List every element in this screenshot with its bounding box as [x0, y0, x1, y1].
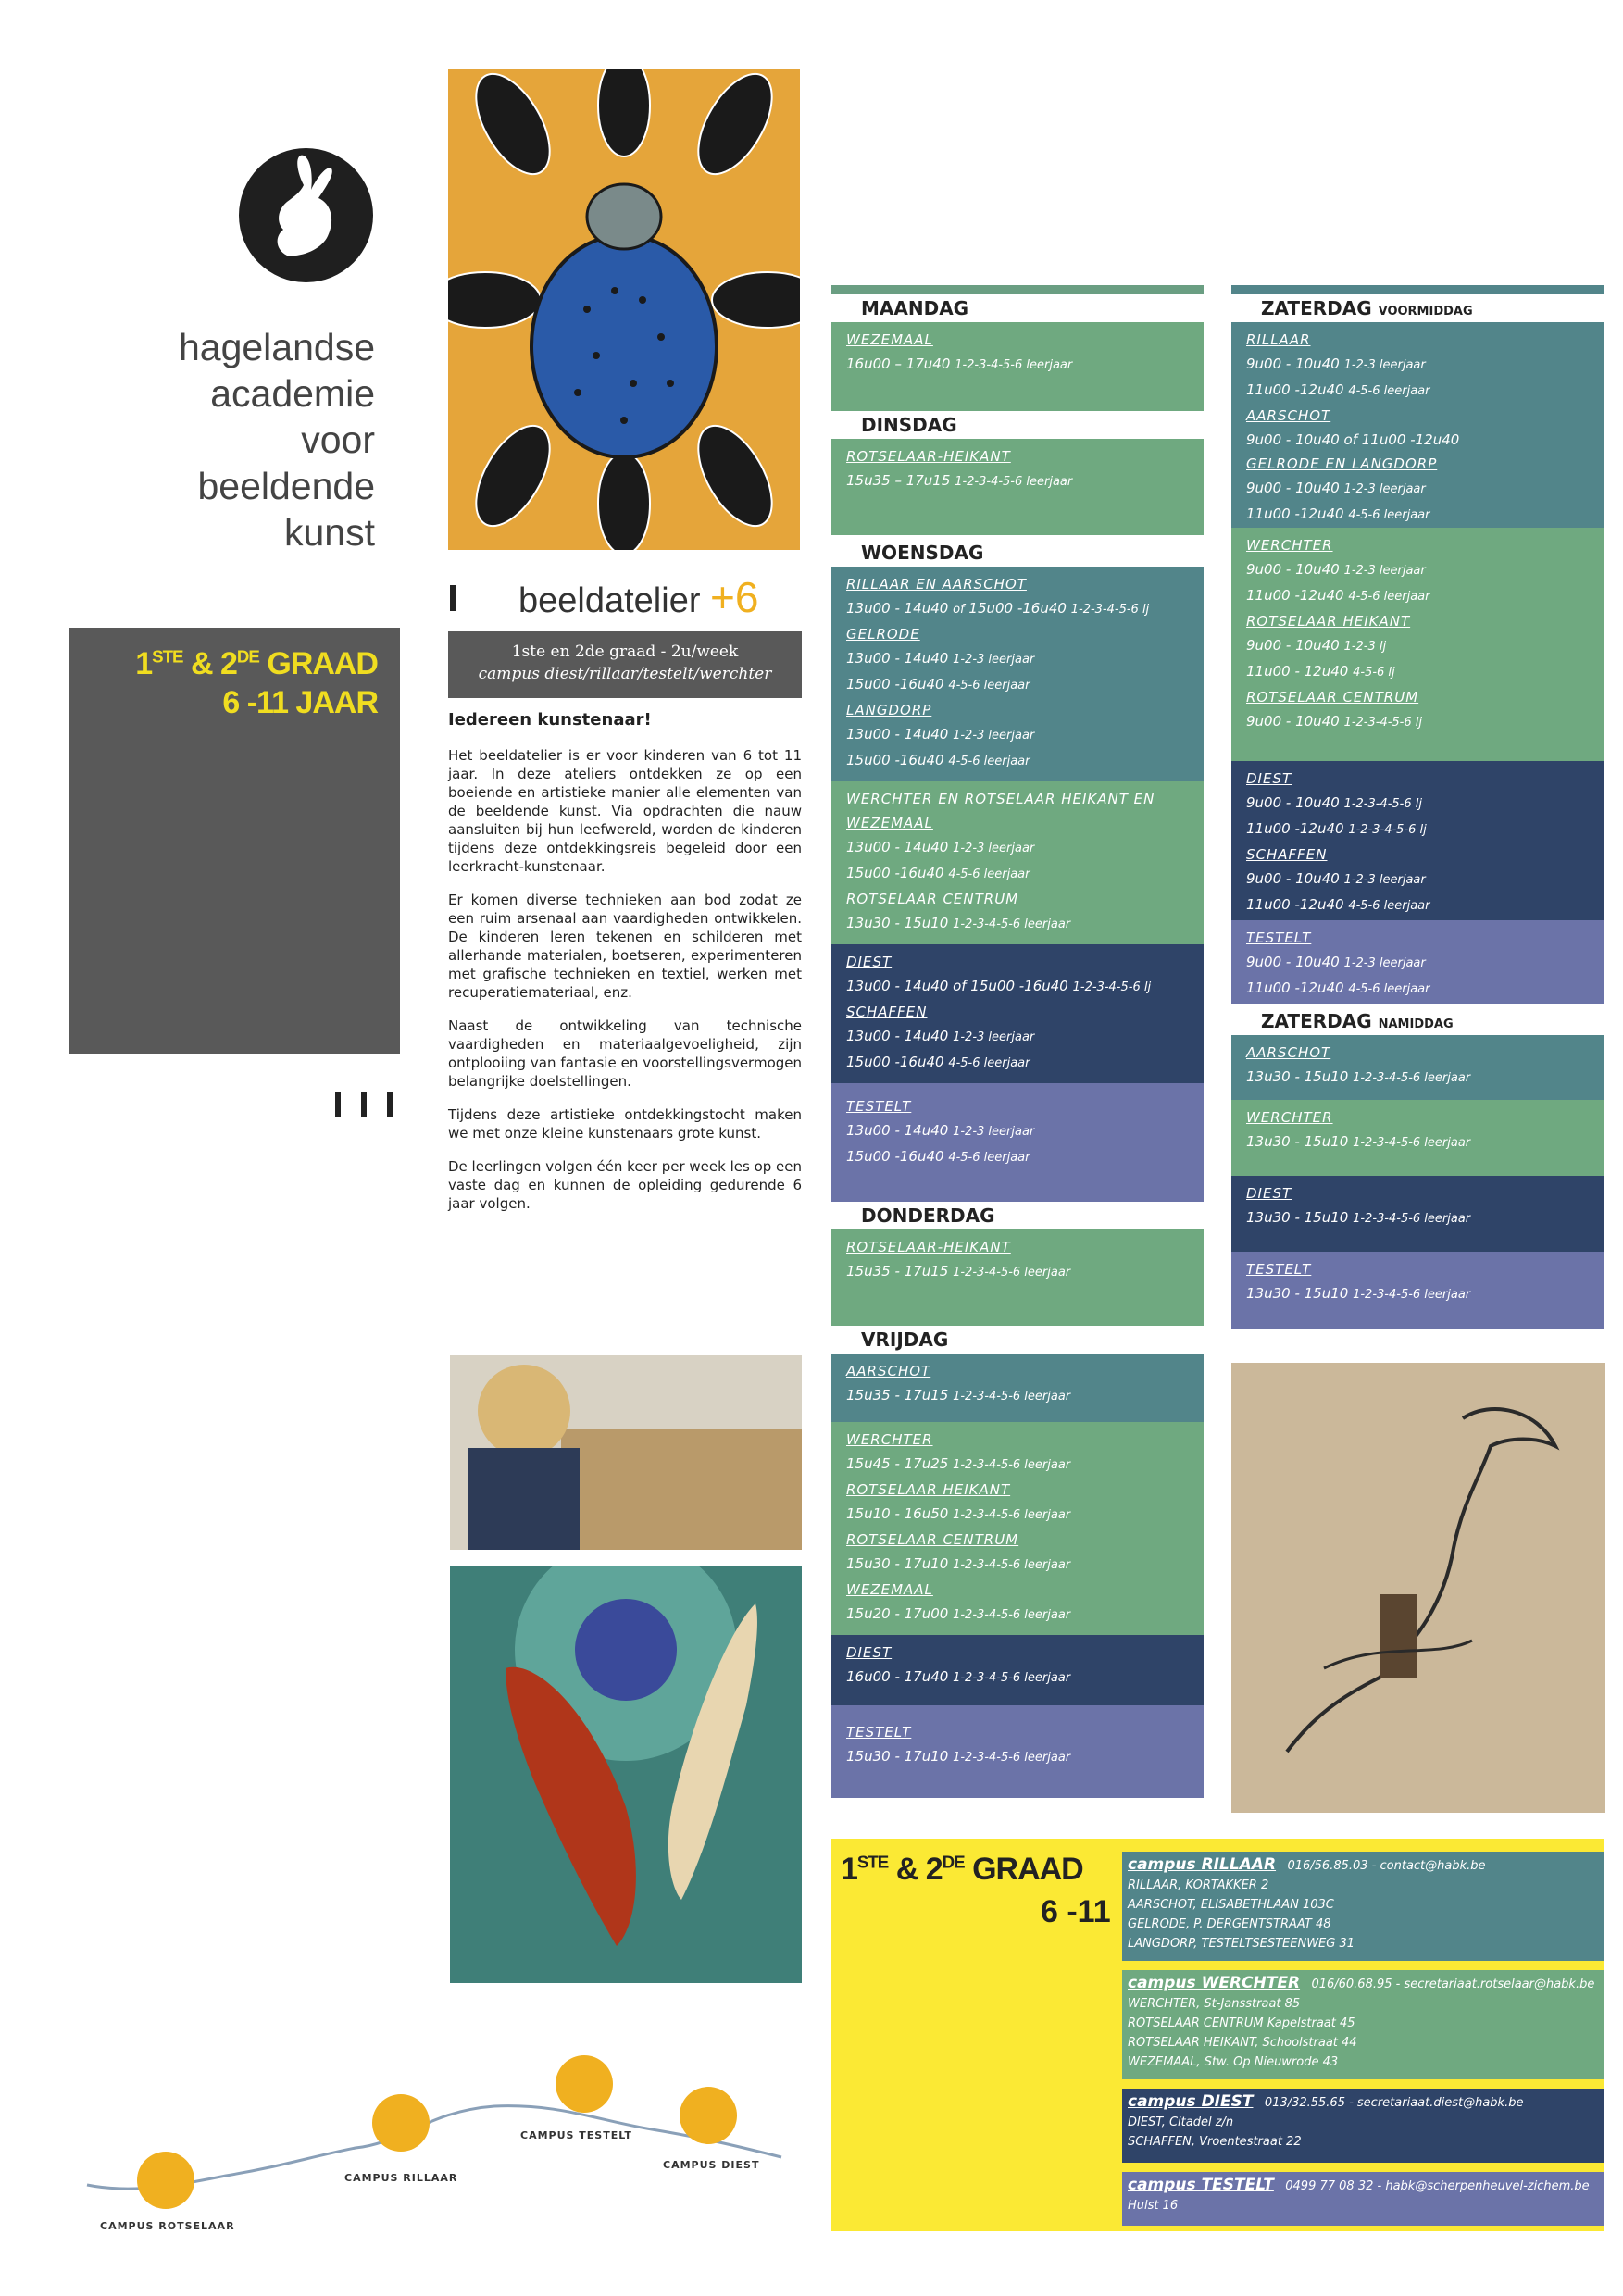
day-header-zaterdag-namiddag: ZATERDAG NAMIDDAG [1231, 1007, 1604, 1035]
schedule-block: WERCHTER 13u30 - 15u10 1-2-3-4-5-6 leerjaar [1231, 1100, 1604, 1176]
location-link[interactable]: ROTSELAAR-HEIKANT [846, 1239, 1011, 1255]
page-title [518, 572, 759, 622]
title-plus: +6 [710, 573, 759, 621]
schedule-block: DIEST 13u30 - 15u10 1-2-3-4-5-6 leerjaar [1231, 1176, 1604, 1252]
map-label: CAMPUS ROTSELAAR [100, 2220, 235, 2232]
brand-line: voor [301, 418, 375, 461]
location-link[interactable]: WEZEMAAL [846, 1581, 933, 1598]
location-link[interactable]: TESTELT [1246, 1261, 1312, 1278]
campus-name[interactable]: campus TESTELT [1128, 2176, 1274, 2194]
schedule-block: WEZEMAAL 16u00 – 17u40 1-2-3-4-5-6 leerjaar [831, 322, 1204, 411]
brand-name [93, 324, 375, 555]
map-label: CAMPUS TESTELT [520, 2129, 632, 2141]
intro-text [448, 711, 802, 1228]
campus-card-werchter: campus WERCHTER 016/60.68.95 - secretariaat.rotselaar@habk.be WERCHTER, St-Jansstraat 85 ROTSELAAR CENTRUM Kapelstraat 45 ROTSELAAR HEIKANT, Schoolstraat 44 WEZEMAAL, Stw. Op Nieuwrode 43 [1122, 1970, 1604, 2079]
location-link[interactable]: RILLAAR [1246, 331, 1311, 348]
bird-skeleton-drawing [1231, 1363, 1605, 1813]
schedule-block: WERCHTER 9u00 - 10u40 1-2-3 leerjaar 11u00 -12u40 4-5-6 leerjaar ROTSELAAR HEIKANT 9u00 - 10u40 1-2-3 lj 11u00 - 12u40 4-5-6 lj ROTSELAAR CENTRUM 9u00 - 10u40 1-2-3-4-5-6 lj [1231, 528, 1604, 761]
location-link[interactable]: WERCHTER [1246, 537, 1333, 554]
contact-grade-ages: 6 -11 [1041, 1894, 1111, 1929]
brand-line: kunst [284, 511, 375, 554]
schedule-block: DIEST 13u00 - 14u40 of 15u00 -16u40 1-2-3-4-5-6 lj SCHAFFEN 13u00 - 14u40 1-2-3 leerjaar 15u00 -16u40 4-5-6 leerjaar [831, 944, 1204, 1083]
divider [831, 285, 1204, 294]
location-link[interactable]: SCHAFFEN [1246, 846, 1328, 863]
day-header-donderdag: DONDERDAG [831, 1202, 1204, 1229]
child-painting-photo [450, 1355, 802, 1550]
day-header-zaterdag-voormiddag: ZATERDAG VOORMIDDAG [1231, 294, 1604, 322]
campus-pin-testelt-icon[interactable] [556, 2055, 613, 2113]
intro-paragraph: Er komen diverse technieken aan bod zodat ze een ruim arsenaal aan vaardigheden ontwikkelen. De kinderen leren tekenen en schilderen met allerhande materialen, boetseren, experimenteren met grafische technieken en textiel, werken met recuperatiemateriaal, enz. [448, 892, 802, 1001]
location-link[interactable]: ROTSELAAR HEIKANT [1246, 613, 1411, 630]
brand-line: beeldende [197, 465, 375, 507]
schedule-saturday [1231, 285, 1604, 1329]
grade-ages: 6 -11 JAAR [222, 685, 378, 720]
brand-line: academie [210, 372, 375, 415]
day-header-woensdag: WOENSDAG [831, 539, 1204, 567]
map-label: CAMPUS DIEST [663, 2159, 760, 2171]
grade-title: 1STE & 2DE GRAAD [135, 646, 378, 681]
divider [1231, 285, 1604, 294]
schedule-block: AARSCHOT 15u35 - 17u15 1-2-3-4-5-6 leerjaar [831, 1354, 1204, 1422]
location-link[interactable]: DIEST [1246, 770, 1292, 787]
schedule-block: RILLAAR EN AARSCHOT 13u00 - 14u40 of 15u00 -16u40 1-2-3-4-5-6 lj GELRODE 13u00 - 14u40 1-2-3 leerjaar 15u00 -16u40 4-5-6 leerjaar LANGDORP 13u00 - 14u40 1-2-3 leerjaar 15u00 -16u40 4-5-6 leerjaar [831, 567, 1204, 781]
location-link[interactable]: AARSCHOT [1246, 1044, 1331, 1061]
subtitle-line: 1ste en 2de graad - 2u/week [511, 643, 739, 661]
intro-heading: Iedereen kunstenaar! [448, 710, 652, 730]
schedule-block: TESTELT 13u30 - 15u10 1-2-3-4-5-6 leerjaar [1231, 1252, 1604, 1329]
location-link[interactable]: ROTSELAAR CENTRUM [1246, 689, 1419, 705]
schedule-block: TESTELT 15u30 - 17u10 1-2-3-4-5-6 leerjaar [831, 1705, 1204, 1798]
location-link[interactable]: WERCHTER EN ROTSELAAR HEIKANT EN WEZEMAAL [846, 791, 1155, 831]
schedule-block: TESTELT 13u00 - 14u40 1-2-3 leerjaar 15u00 -16u40 4-5-6 leerjaar [831, 1083, 1204, 1202]
schedule-block: DIEST 16u00 - 17u40 1-2-3-4-5-6 leerjaar [831, 1635, 1204, 1705]
location-link[interactable]: AARSCHOT [846, 1363, 931, 1379]
contact-grade-title: 1STE & 2DE GRAAD [841, 1852, 1083, 1887]
title-marker [450, 585, 456, 611]
campus-card-testelt: campus TESTELT 0499 77 08 32 - habk@scherpenheuvel-zichem.be Hulst 16 [1122, 2172, 1604, 2226]
location-link[interactable]: ROTSELAAR CENTRUM [846, 1531, 1019, 1548]
location-link[interactable]: ROTSELAAR HEIKANT [846, 1481, 1011, 1498]
map-label: CAMPUS RILLAAR [344, 2172, 458, 2184]
subtitle-campuses: campus diest/rillaar/testelt/werchter [478, 665, 772, 683]
schedule-block: DIEST 9u00 - 10u40 1-2-3-4-5-6 lj 11u00 -12u40 1-2-3-4-5-6 lj SCHAFFEN 9u00 - 10u40 1-2-3 leerjaar 11u00 -12u40 4-5-6 leerjaar [1231, 761, 1604, 920]
campus-card-rillaar: campus RILLAAR 016/56.85.03 - contact@habk.be RILLAAR, KORTAKKER 2 AARSCHOT, ELISABETHLAAN 103C GELRODE, P. DERGENTSTRAAT 48 LANGDORP, TESTELTSESTEENWEG 31 [1122, 1852, 1604, 1961]
campus-name[interactable]: campus DIEST [1128, 2092, 1254, 2111]
location-link[interactable]: TESTELT [846, 1724, 912, 1741]
campus-name[interactable]: campus RILLAAR [1128, 1855, 1277, 1874]
location-link[interactable]: DIEST [1246, 1185, 1292, 1202]
schedule-block: WERCHTER EN ROTSELAAR HEIKANT EN WEZEMAAL 13u00 - 14u40 1-2-3 leerjaar 15u00 -16u40 4-5-6 leerjaar ROTSELAAR CENTRUM 13u30 - 15u10 1-2-3-4-5-6 leerjaar [831, 781, 1204, 944]
location-link[interactable]: AARSCHOT [1246, 407, 1331, 424]
schedule-block: WERCHTER 15u45 - 17u25 1-2-3-4-5-6 leerjaar ROTSELAAR HEIKANT 15u10 - 16u50 1-2-3-4-5-6 leerjaar ROTSELAAR CENTRUM 15u30 - 17u10 1-2-3-4-5-6 leerjaar WEZEMAAL 15u20 - 17u00 1-2-3-4-5-6 leerjaar [831, 1422, 1204, 1635]
day-header-maandag: MAANDAG [831, 294, 1204, 322]
location-link[interactable]: ROTSELAAR CENTRUM [846, 891, 1019, 907]
campus-pin-diest-icon[interactable] [680, 2087, 737, 2144]
location-link[interactable]: WERCHTER [846, 1431, 933, 1448]
campus-name[interactable]: campus WERCHTER [1128, 1974, 1301, 1992]
beetle-artwork-image [448, 69, 800, 550]
day-header-dinsdag: DINSDAG [831, 411, 1204, 439]
schedule-weekdays [831, 285, 1204, 1798]
location-link[interactable]: DIEST [846, 954, 893, 970]
campus-card-diest: campus DIEST 013/32.55.65 - secretariaat.diest@habk.be DIEST, Citadel z/n SCHAFFEN, Vroentestraat 22 [1122, 2089, 1604, 2163]
schedule-block: RILLAAR 9u00 - 10u40 1-2-3 leerjaar 11u00 -12u40 4-5-6 leerjaar AARSCHOT 9u00 - 10u40 of 11u00 -12u40 GELRODE EN LANGDORP 9u00 - 10u40 1-2-3 leerjaar 11u00 -12u40 4-5-6 leerjaar [1231, 322, 1604, 528]
schedule-block: TESTELT 9u00 - 10u40 1-2-3 leerjaar 11u00 -12u40 4-5-6 leerjaar [1231, 920, 1604, 1004]
location-link[interactable]: LANGDORP [846, 702, 932, 718]
day-header-vrijdag: VRIJDAG [831, 1326, 1204, 1354]
subtitle-box [448, 631, 802, 698]
location-link[interactable]: GELRODE [846, 626, 920, 643]
campus-map [78, 2055, 800, 2259]
intro-paragraph: Het beeldatelier is er voor kinderen van 6 tot 11 jaar. In deze ateliers ontdekken ze op een boeiende en artistieke manier alle elementen van de beeldende kunst. Via opdrachten die nauw aansluiten bij hun leefwereld, worden de kinderen tijdens deze ontdekkingsreis begeleid door een leerkracht-kunstenaar. [448, 747, 802, 875]
title-main: beeldatelier [518, 581, 701, 620]
campus-pin-rotselaar-icon[interactable] [137, 2152, 194, 2209]
decorative-bars [335, 1092, 413, 1120]
intro-paragraph: De leerlingen volgen één keer per week les op een vaste dag en kunnen de opleiding gedurende 6 jaar volgen. [448, 1158, 803, 1212]
location-link[interactable]: SCHAFFEN [846, 1004, 928, 1020]
rabbit-logo-icon [239, 148, 373, 282]
location-link[interactable]: WERCHTER [1246, 1109, 1333, 1126]
campus-pin-rillaar-icon[interactable] [372, 2094, 430, 2152]
intro-paragraph: Naast de ontwikkeling van technische vaardigheden en materiaalgevoeligheid, zijn ontplooiing van fantasie en voorstellingsvermogen belangrijke doelstellingen. [448, 1017, 802, 1090]
schedule-block: AARSCHOT 13u30 - 15u10 1-2-3-4-5-6 leerjaar [1231, 1035, 1604, 1100]
brand-line: hagelandse [178, 326, 375, 368]
contact-panel [831, 1839, 1604, 2231]
location-link[interactable]: TESTELT [846, 1098, 912, 1115]
location-link[interactable]: WEZEMAAL [846, 331, 933, 348]
intro-paragraph: Tijdens deze artistieke ontdekkingstocht maken we met onze kleine kunstenaars grote kunst. [448, 1106, 802, 1142]
location-link[interactable]: GELRODE EN LANGDORP [1246, 455, 1438, 472]
schedule-block: ROTSELAAR-HEIKANT 15u35 – 17u15 1-2-3-4-5-6 leerjaar [831, 439, 1204, 535]
location-link[interactable]: TESTELT [1246, 930, 1312, 946]
grade-badge [69, 628, 400, 1054]
schedule-block: ROTSELAAR-HEIKANT 15u35 - 17u15 1-2-3-4-5-6 leerjaar [831, 1229, 1204, 1326]
koi-artwork-image [450, 1566, 802, 1983]
location-link[interactable]: RILLAAR EN AARSCHOT [846, 576, 1027, 593]
location-link[interactable]: DIEST [846, 1644, 893, 1661]
location-link[interactable]: ROTSELAAR-HEIKANT [846, 448, 1011, 465]
